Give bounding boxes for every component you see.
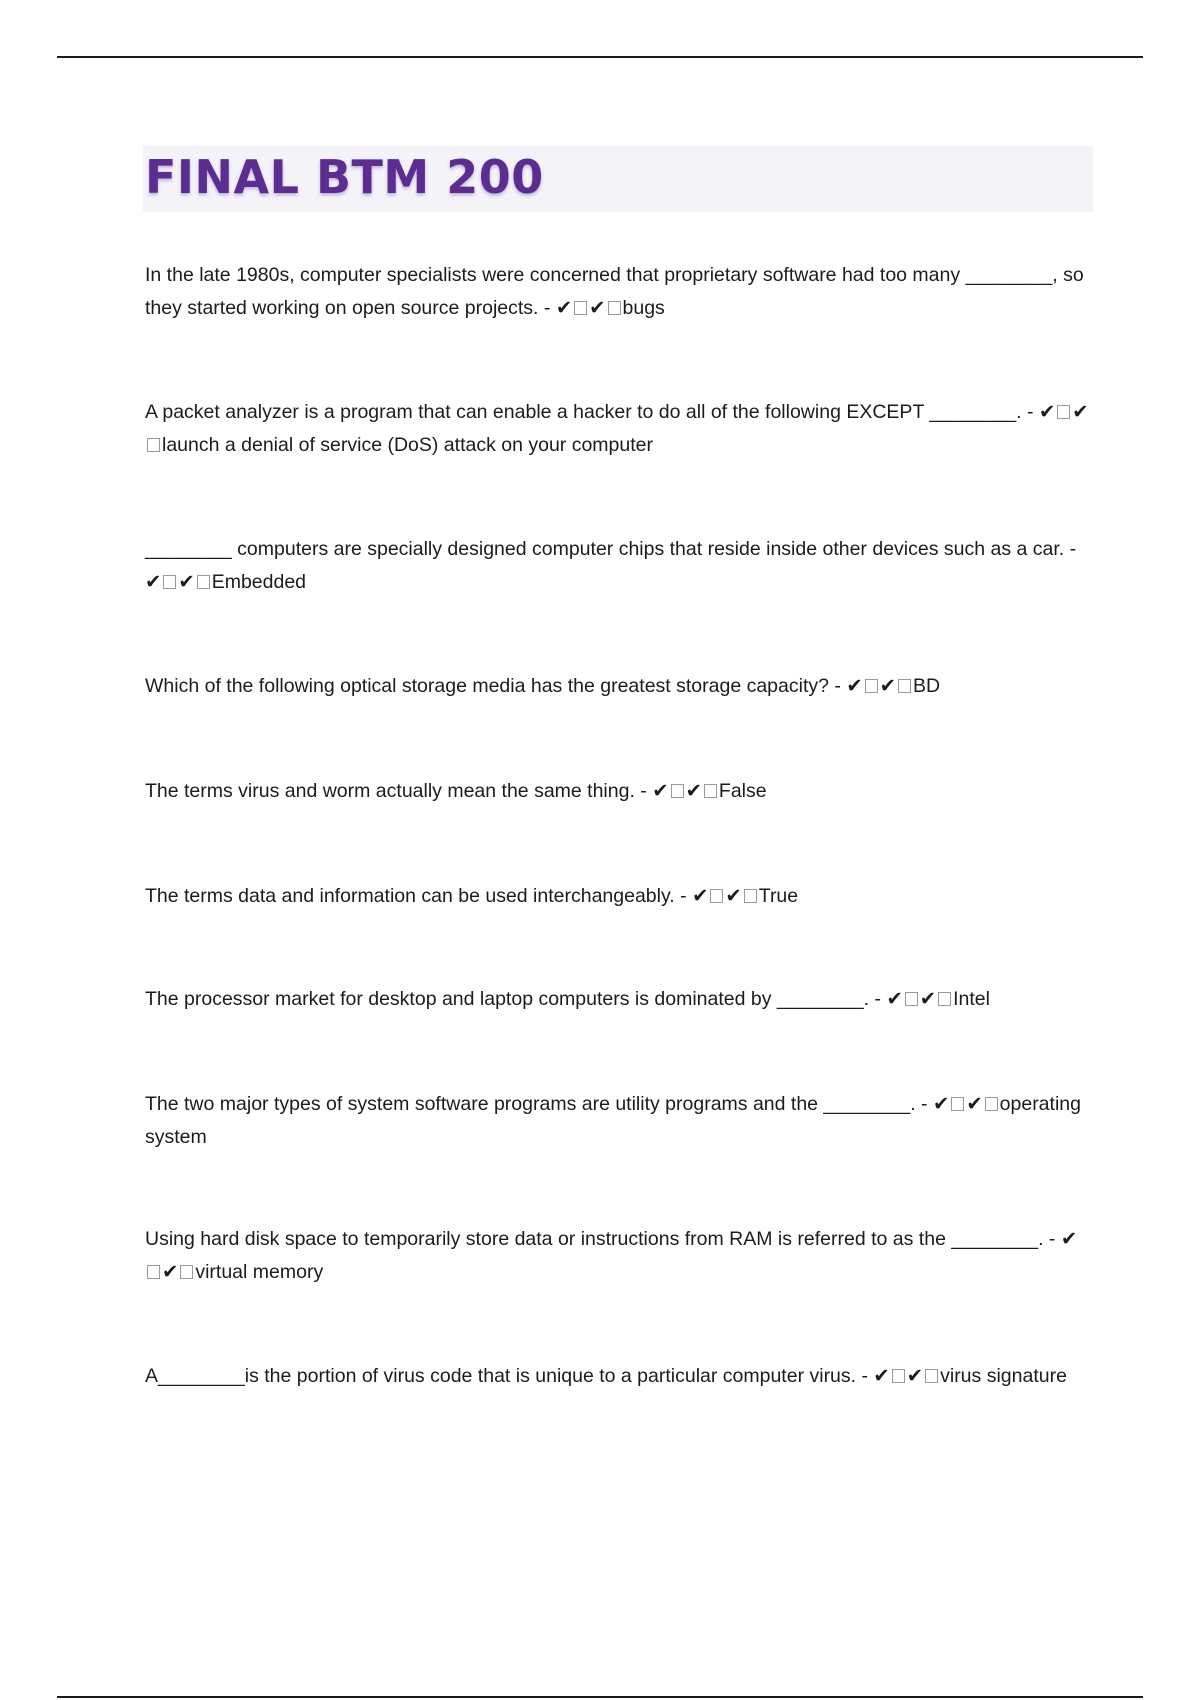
qa-item-1: In the late 1980s, computer specialists were concerned that proprietary software had too many ________, so they started working on open source projects. - ✔ ✔ bugs — [145, 264, 1084, 319]
box-icon — [744, 889, 757, 903]
question-text: ________ computers are specially designed computer chips that reside inside other devices such as a car. — [145, 538, 1065, 560]
header-rule — [57, 56, 1143, 58]
answer-text: True — [758, 885, 799, 907]
checkmark-icon: ✔ — [1060, 1228, 1078, 1250]
question-text: In the late 1980s, computer specialists were concerned that proprietary software had too many ________, so they started working on open source projects. — [145, 264, 1084, 319]
qa-item-8: The two major types of system software programs are utility programs and the ________. - ✔ ✔ operating system — [145, 1093, 1081, 1148]
box-icon — [938, 992, 951, 1006]
box-icon — [704, 784, 717, 798]
answer-text: virtual memory — [195, 1261, 324, 1283]
question-text: The terms data and information can be used interchangeably. — [145, 885, 675, 907]
qa-item-10: A________is the portion of virus code that is unique to a particular computer virus. - ✔ ✔ virus signature — [145, 1365, 1067, 1387]
checkmark-icon: ✔ — [178, 571, 195, 593]
answer-text: virus signature — [940, 1365, 1067, 1387]
box-icon — [147, 438, 160, 452]
question-text: A________is the portion of virus code that is unique to a particular computer virus. — [145, 1365, 857, 1387]
checkmark-icon: ✔ — [589, 297, 606, 319]
box-icon — [197, 575, 210, 589]
box-icon — [951, 1097, 964, 1111]
answer-text: BD — [913, 675, 941, 697]
qa-item-6: The terms data and information can be used interchangeably. - ✔ ✔ True — [145, 885, 799, 907]
checkmark-icon: ✔ — [919, 988, 937, 1010]
document-title: FINAL BTM 200 — [145, 150, 544, 204]
checkmark-icon: ✔ — [685, 780, 702, 802]
checkmark-icon: ✔ — [692, 885, 709, 907]
checkmark-icon: ✔ — [1072, 401, 1089, 423]
box-icon — [574, 301, 587, 315]
question-text: Which of the following optical storage media has the greatest storage capacity? — [145, 675, 829, 697]
question-text: The processor market for desktop and laptop computers is dominated by ________. — [145, 988, 870, 1010]
checkmark-icon: ✔ — [906, 1365, 924, 1387]
question-text: A packet analyzer is a program that can enable a hacker to do all of the following EXCEPT ________. — [145, 401, 1022, 423]
checkmark-icon: ✔ — [1038, 401, 1056, 423]
box-icon — [710, 889, 723, 903]
qa-item-9: Using hard disk space to temporarily store data or instructions from RAM is referred to as the ________. - ✔✔ virtual memory — [145, 1228, 1078, 1283]
checkmark-icon: ✔ — [886, 988, 903, 1010]
checkmark-icon: ✔ — [932, 1093, 950, 1115]
box-icon — [1057, 405, 1070, 419]
question-text: The two major types of system software programs are utility programs and the ________. — [145, 1093, 916, 1115]
qa-item-3: ________ computers are specially designed computer chips that reside inside other devices such as a car. - ✔ ✔ Embedded — [145, 538, 1077, 593]
qa-item-7: The processor market for desktop and laptop computers is dominated by ________. - ✔ ✔ Intel — [145, 988, 990, 1010]
question-text: The terms virus and worm actually mean the same thing. — [145, 780, 635, 802]
qa-item-5: The terms virus and worm actually mean the same thing. - ✔ ✔ False — [145, 780, 767, 802]
box-icon — [905, 992, 918, 1006]
answer-text: operating system — [145, 1093, 1081, 1148]
box-icon — [671, 784, 684, 798]
box-icon — [925, 1369, 938, 1383]
answer-text: False — [718, 780, 767, 802]
box-icon — [147, 1265, 160, 1279]
box-icon — [163, 575, 176, 589]
checkmark-icon: ✔ — [725, 885, 742, 907]
question-text: Using hard disk space to temporarily store data or instructions from RAM is referred to as the ________. — [145, 1228, 1044, 1250]
footer-rule — [57, 1696, 1143, 1698]
box-icon — [898, 679, 911, 693]
box-icon — [180, 1265, 193, 1279]
box-icon — [892, 1369, 905, 1383]
checkmark-icon: ✔ — [652, 780, 669, 802]
box-icon — [865, 679, 878, 693]
answer-text: launch a denial of service (DoS) attack on your computer — [162, 434, 653, 456]
checkmark-icon: ✔ — [966, 1093, 983, 1115]
checkmark-icon: ✔ — [846, 675, 863, 697]
qa-item-2: A packet analyzer is a program that can enable a hacker to do all of the following EXCEPT ________. - ✔ ✔launch a denial of service (DoS) attack on your computer — [145, 401, 1089, 456]
box-icon — [985, 1097, 998, 1111]
checkmark-icon: ✔ — [879, 675, 896, 697]
qa-item-4: Which of the following optical storage media has the greatest storage capacity? - ✔ ✔ BD — [145, 675, 941, 697]
answer-text: Embedded — [211, 571, 307, 593]
answer-text: bugs — [622, 297, 665, 319]
checkmark-icon: ✔ — [873, 1365, 890, 1387]
checkmark-icon: ✔ — [162, 1261, 179, 1283]
checkmark-icon: ✔ — [555, 297, 573, 319]
box-icon — [608, 301, 621, 315]
answer-text: Intel — [953, 988, 990, 1010]
checkmark-icon: ✔ — [145, 571, 162, 593]
